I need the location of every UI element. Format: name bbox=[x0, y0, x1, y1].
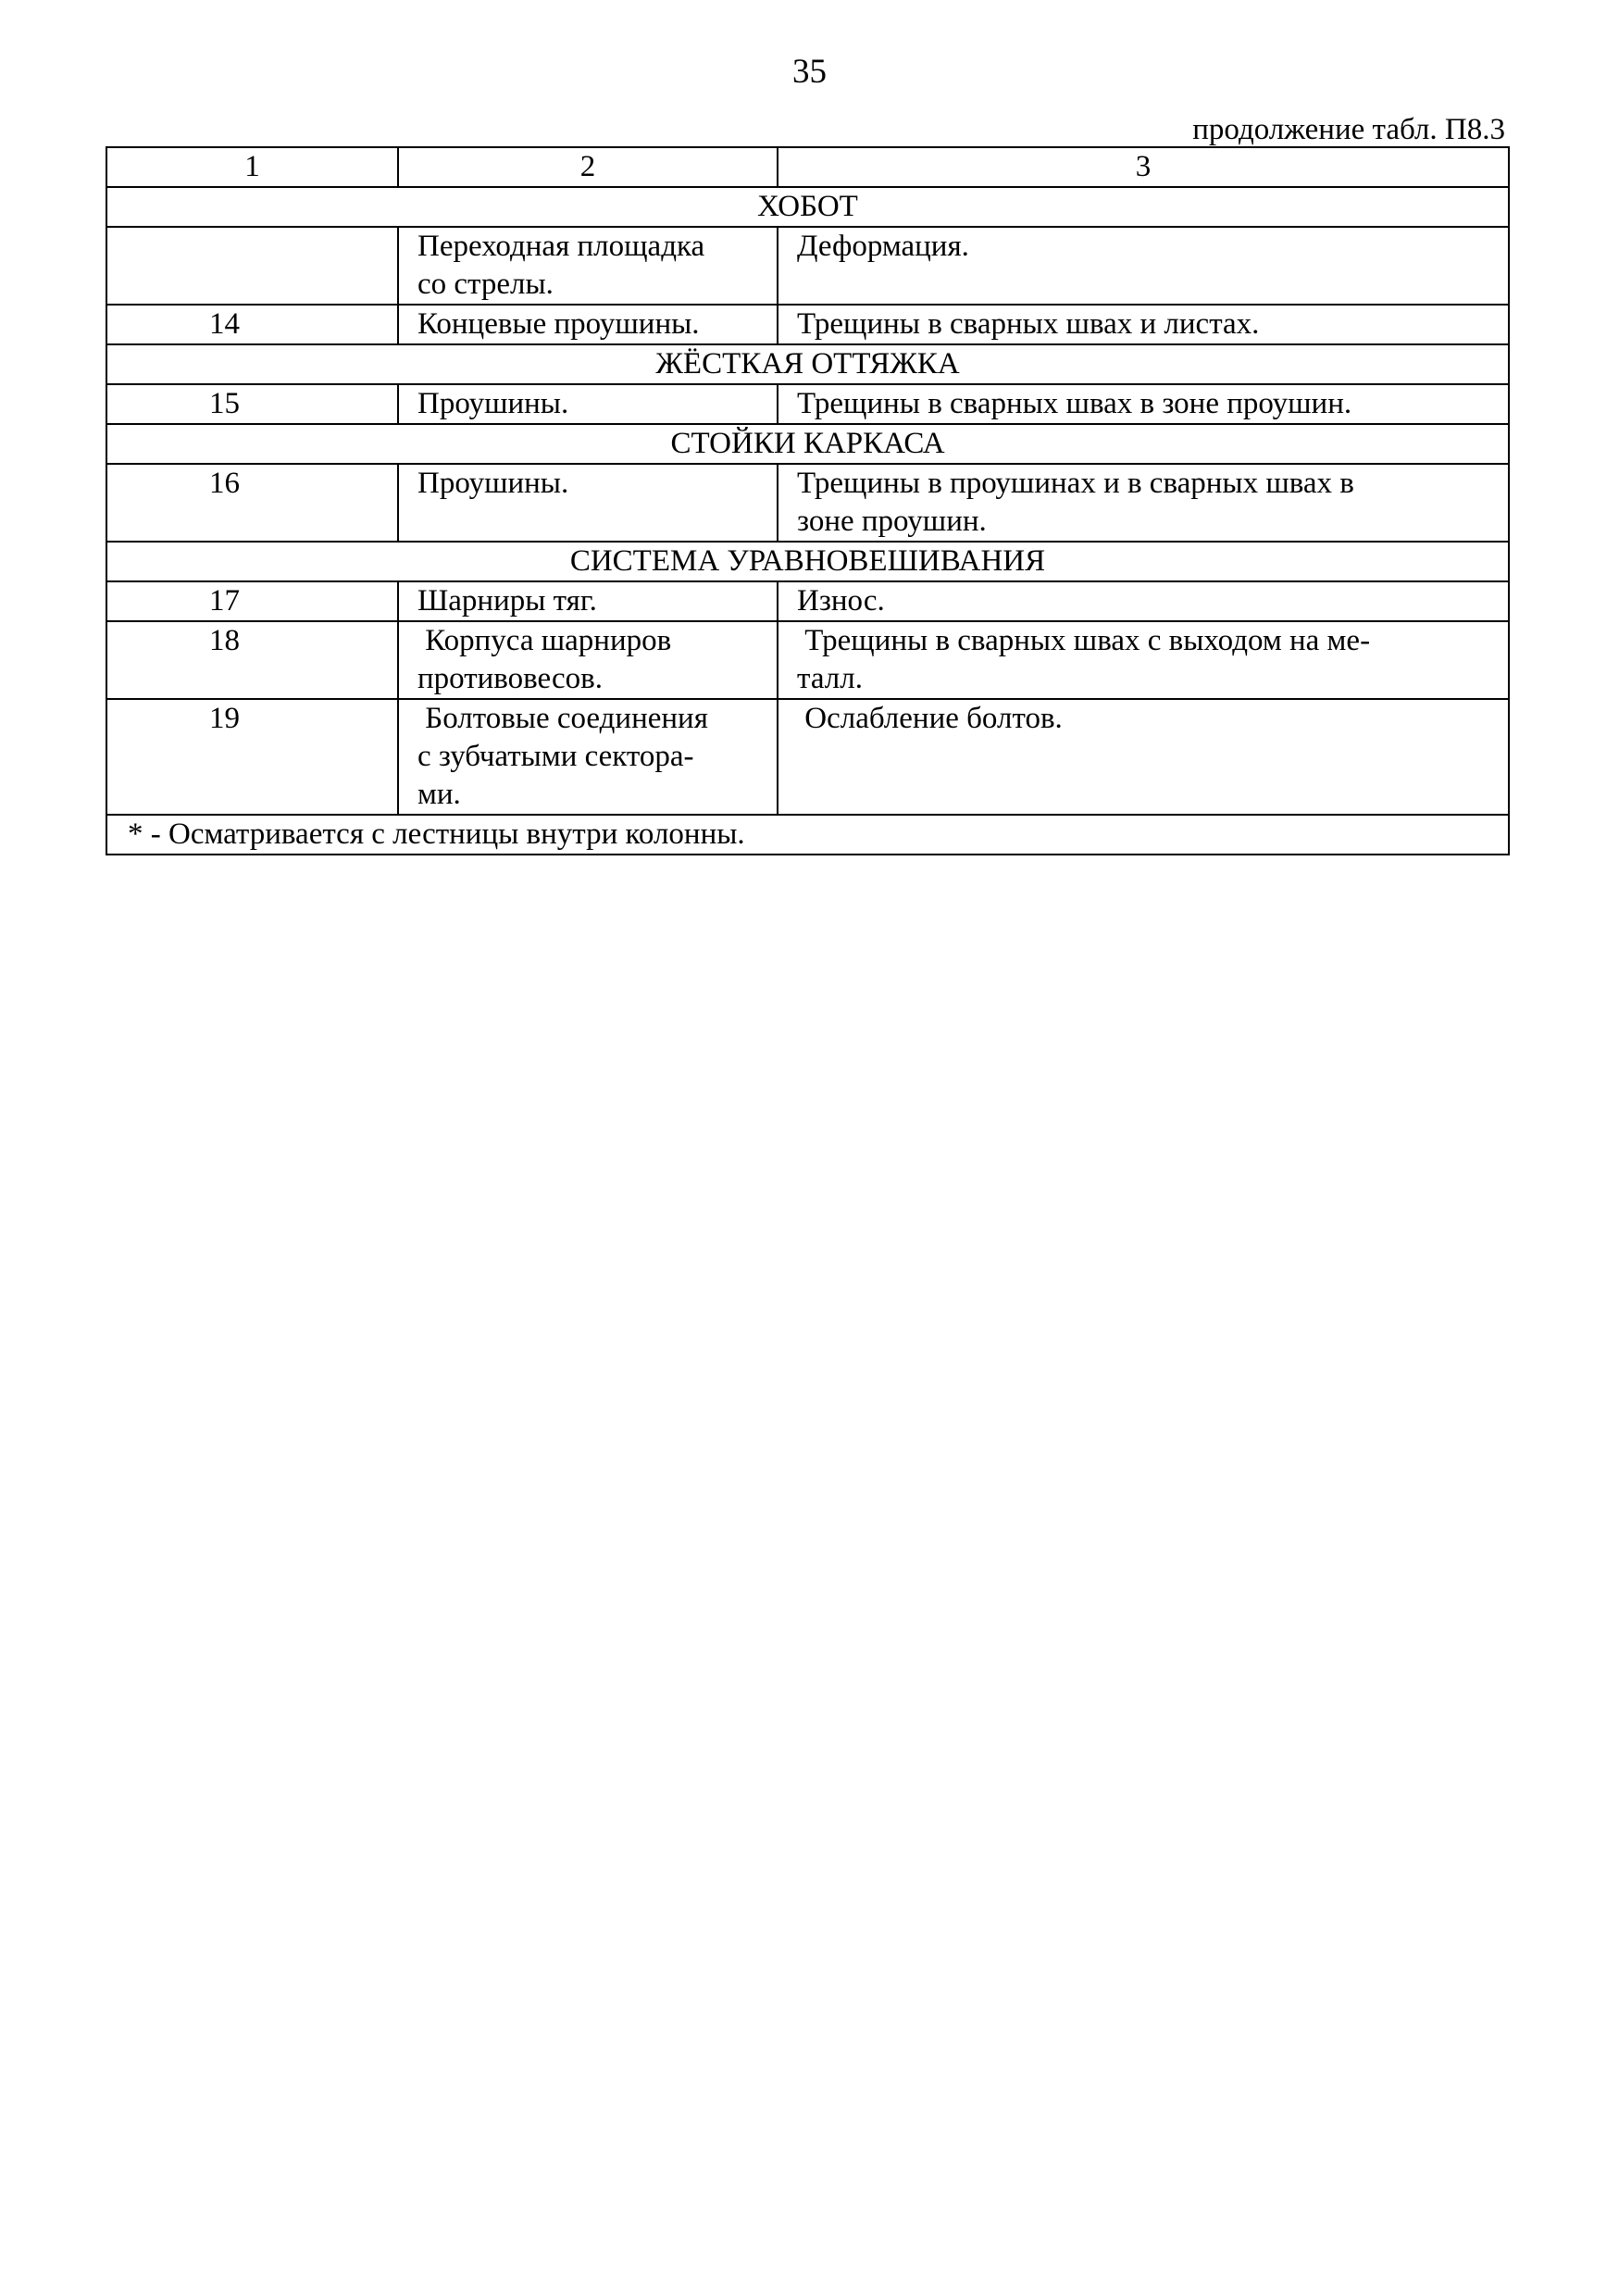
row-defect: Износ. bbox=[778, 581, 1509, 621]
row-element: Концевые проушины. bbox=[398, 305, 778, 344]
row-element: Болтовые соединения с зубчатыми сектора- ми. bbox=[398, 699, 778, 815]
row-defect: Трещины в сварных швах с выходом на ме- талл. bbox=[778, 621, 1509, 699]
row-defect: Трещины в сварных швах в зоне проушин. bbox=[778, 384, 1509, 424]
row-defect: Деформация. bbox=[778, 227, 1509, 305]
column-header: 1 bbox=[106, 147, 398, 187]
section-row bbox=[106, 542, 1509, 581]
row-number: 18 bbox=[106, 621, 398, 699]
section-title: СТОЙКИ КАРКАСА bbox=[106, 424, 1509, 464]
inspection-table bbox=[106, 146, 1510, 855]
section-row bbox=[106, 344, 1509, 384]
row-number: 15 bbox=[106, 384, 398, 424]
table-header-row bbox=[106, 147, 1509, 187]
row-element: Проушины. bbox=[398, 464, 778, 542]
table-row bbox=[106, 305, 1509, 344]
table-row bbox=[106, 699, 1509, 815]
section-title: СИСТЕМА УРАВНОВЕШИВАНИЯ bbox=[106, 542, 1509, 581]
section-row bbox=[106, 187, 1509, 227]
row-defect: Трещины в сварных швах и листах. bbox=[778, 305, 1509, 344]
row-element: Корпуса шарниров противовесов. bbox=[398, 621, 778, 699]
table-continuation-label: продолжение табл. П8.3 bbox=[1192, 113, 1505, 146]
section-row bbox=[106, 424, 1509, 464]
section-title: ЖЁСТКАЯ ОТТЯЖКА bbox=[106, 344, 1509, 384]
page-number: 35 bbox=[792, 53, 827, 91]
table-row bbox=[106, 581, 1509, 621]
section-title: ХОБОТ bbox=[106, 187, 1509, 227]
table-footnote: * - Осматривается с лестницы внутри колонны. bbox=[106, 815, 1509, 855]
table-row bbox=[106, 621, 1509, 699]
row-element: Переходная площадка со стрелы. bbox=[398, 227, 778, 305]
row-number: 17 bbox=[106, 581, 398, 621]
row-element: Шарниры тяг. bbox=[398, 581, 778, 621]
row-number bbox=[106, 227, 398, 305]
row-number: 16 bbox=[106, 464, 398, 542]
table-row bbox=[106, 464, 1509, 542]
row-number: 19 bbox=[106, 699, 398, 815]
row-number: 14 bbox=[106, 305, 398, 344]
column-header: 2 bbox=[398, 147, 778, 187]
table-row bbox=[106, 384, 1509, 424]
row-defect: Ослабление болтов. bbox=[778, 699, 1509, 815]
row-element: Проушины. bbox=[398, 384, 778, 424]
table-row bbox=[106, 227, 1509, 305]
column-header: 3 bbox=[778, 147, 1509, 187]
row-defect: Трещины в проушинах и в сварных швах в зоне проушин. bbox=[778, 464, 1509, 542]
footnote-row bbox=[106, 815, 1509, 855]
